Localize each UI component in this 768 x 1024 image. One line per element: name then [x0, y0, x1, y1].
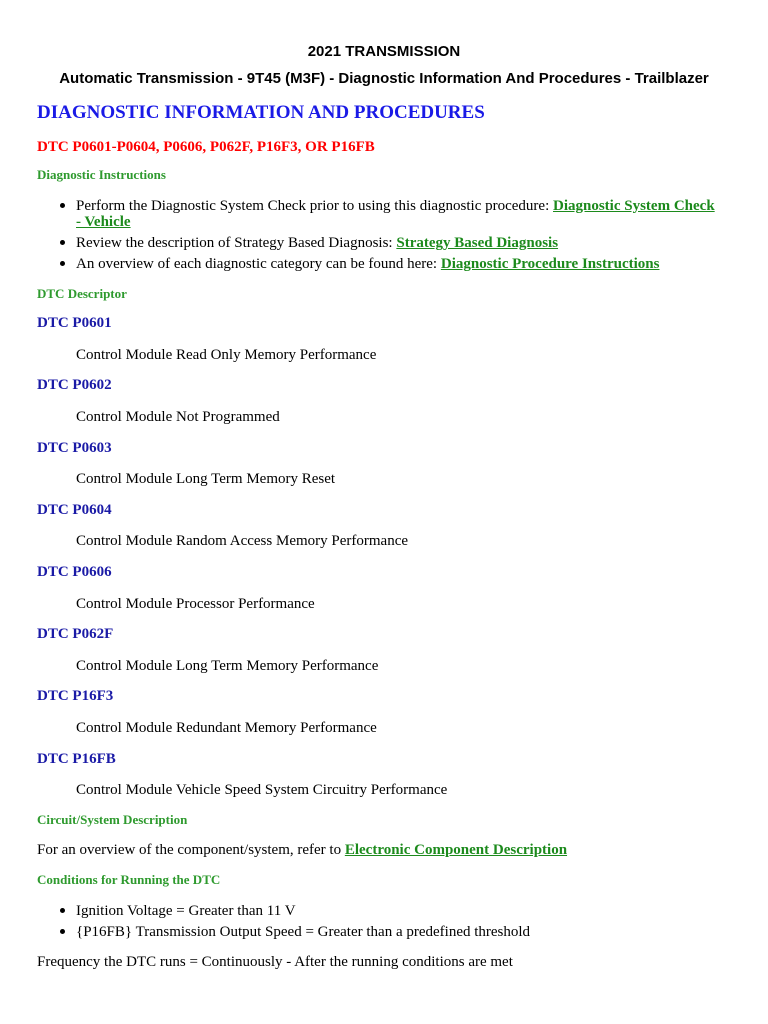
list-item-text: Ignition Voltage = Greater than 11 V — [76, 903, 296, 919]
section-title: DIAGNOSTIC INFORMATION AND PROCEDURES — [37, 102, 485, 123]
diagnostic-system-check-link[interactable]: Diagnostic System Check - Vehicle — [76, 198, 715, 230]
electronic-component-description-link[interactable]: Electronic Component Description — [344, 842, 568, 858]
list-item-text: {P16FB} Transmission Output Speed = Greater than a predefined threshold — [76, 924, 531, 940]
strategy-based-diagnosis-link[interactable]: Strategy Based Diagnosis — [396, 235, 559, 251]
document-subtitle: Automatic Transmission - 9T45 (M3F) - Diagnostic Information And Procedures - Trailblazer — [59, 70, 709, 87]
dtc-description: Control Module Vehicle Speed System Circuitry Performance — [76, 782, 448, 798]
document-year-title: 2021 TRANSMISSION — [307, 43, 461, 60]
dtc-description: Control Module Long Term Memory Performance — [76, 658, 379, 674]
dtc-code: DTC P0606 — [37, 564, 112, 580]
dtc-description: Control Module Long Term Memory Reset — [76, 471, 336, 487]
conditions-heading: Conditions for Running the DTC — [37, 872, 221, 887]
dtc-code: DTC P16F3 — [37, 688, 114, 704]
circuit-description-heading: Circuit/System Description — [37, 812, 188, 827]
list-item-text: An overview of each diagnostic category can be found here: — [76, 256, 441, 272]
bullet-icon — [60, 929, 65, 934]
dtc-description: Control Module Redundant Memory Performance — [76, 720, 377, 736]
bullet-icon — [60, 261, 65, 266]
list-item-text: Perform the Diagnostic System Check prior to using this diagnostic procedure: — [76, 198, 553, 214]
dtc-code: DTC P0603 — [37, 440, 112, 456]
dtc-description: Control Module Processor Performance — [76, 596, 315, 612]
frequency-text: Frequency the DTC runs = Continuously - After the running conditions are met — [37, 954, 513, 970]
dtc-range-title: DTC P0601-P0604, P0606, P062F, P16F3, OR P16FB — [37, 139, 375, 155]
bullet-icon — [60, 908, 65, 913]
bullet-icon — [60, 203, 65, 208]
diagnostic-instructions-heading: Diagnostic Instructions — [37, 167, 166, 182]
dtc-description: Control Module Read Only Memory Performance — [76, 347, 377, 363]
list-item-text: Review the description of Strategy Based Diagnosis: — [76, 235, 397, 251]
dtc-descriptor-heading: DTC Descriptor — [37, 286, 127, 301]
dtc-code: DTC P0601 — [37, 315, 112, 331]
dtc-code: DTC P16FB — [37, 751, 116, 767]
bullet-icon — [60, 240, 65, 245]
dtc-code: DTC P0602 — [37, 377, 112, 393]
dtc-description: Control Module Not Programmed — [76, 409, 280, 425]
dtc-description: Control Module Random Access Memory Performance — [76, 533, 409, 549]
diagnostic-procedure-instructions-link[interactable]: Diagnostic Procedure Instructions — [440, 256, 660, 272]
dtc-code: DTC P0604 — [37, 502, 112, 518]
circuit-description-text: For an overview of the component/system, refer to Electronic Component Description — [37, 842, 568, 858]
dtc-code: DTC P062F — [37, 626, 114, 642]
